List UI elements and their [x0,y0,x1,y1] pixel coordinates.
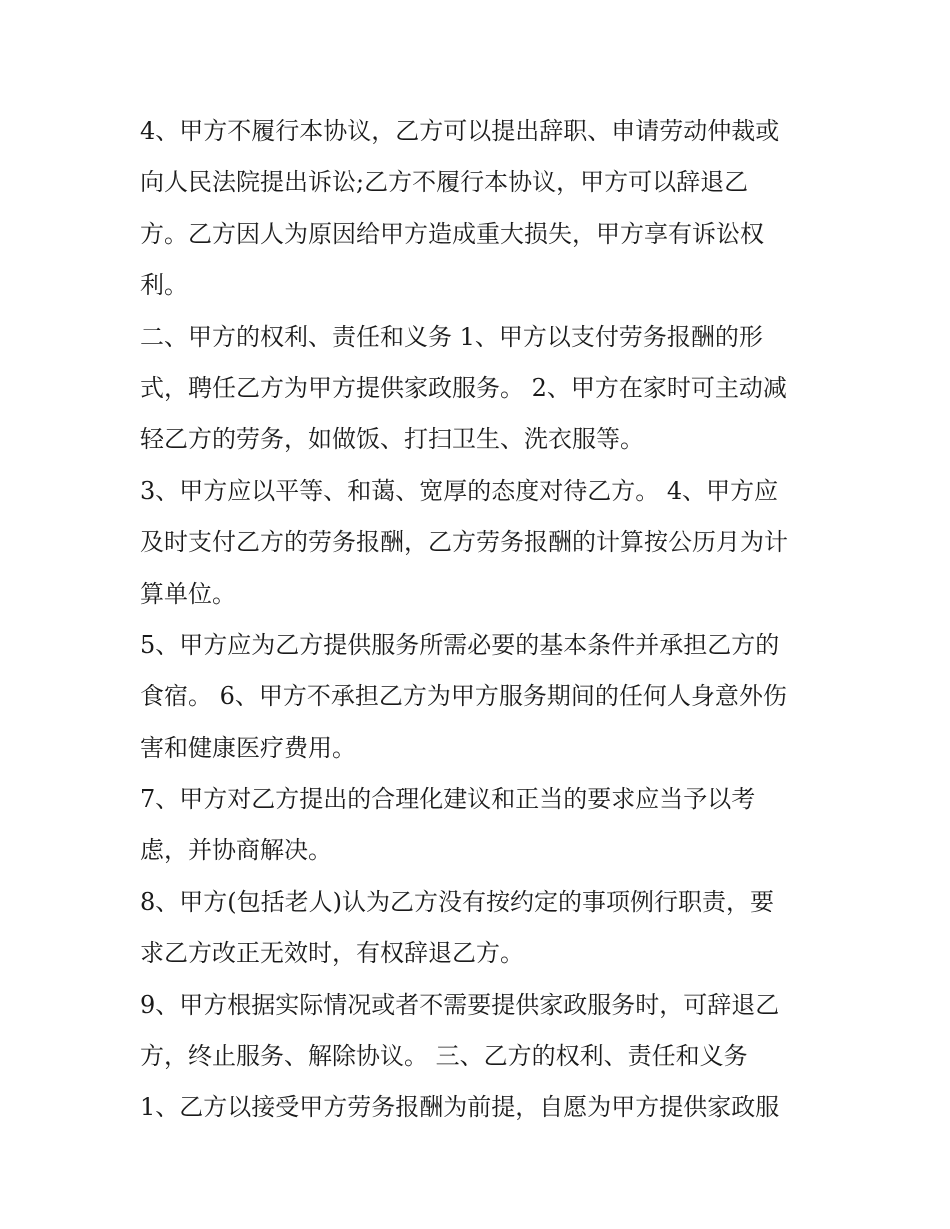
text-line: 轻乙方的劳务，如做饭、打扫卫生、洗衣服等。 [140,425,644,454]
text-line: 3、甲方应以平等、和蔼、宽厚的态度对待乙方。 4、甲方应 [140,476,779,505]
text-line: 向人民法院提出诉讼;乙方不履行本协议，甲方可以辞退乙 [140,168,749,197]
text-line: 4、甲方不履行本协议，乙方可以提出辞职、申请劳动仲裁或 [140,117,780,145]
text-line: 7、甲方对乙方提出的合理化建议和正当的要求应当予以考 [140,785,756,814]
text-line: 1、乙方以接受甲方劳务报酬为前提，自愿为甲方提供家政服 [140,1093,780,1122]
text-line: 算单位。 [140,579,236,608]
text-line: 5、甲方应为乙方提供服务所需必要的基本条件并承担乙方的 [140,630,780,659]
text-line: 虑，并协商解决。 [140,836,332,865]
text-line: 求乙方改正无效时，有权辞退乙方。 [140,939,524,968]
text-line: 利。 [140,271,188,300]
document-body [140,106,830,1134]
text-line: 式，聘任乙方为甲方提供家政服务。 2、甲方在家时可主动减 [140,373,787,402]
text-line: 二、甲方的权利、责任和义务 1、甲方以支付劳务报酬的形 [140,322,763,351]
text-line: 8、甲方(包括老人)认为乙方没有按约定的事项例行职责，要 [140,887,774,916]
text-line: 及时支付乙方的劳务报酬，乙方劳务报酬的计算按公历月为计 [140,528,788,557]
text-line: 方。乙方因人为原因给甲方造成重大损失，甲方享有诉讼权 [140,219,764,248]
text-line: 9、甲方根据实际情况或者不需要提供家政服务时，可辞退乙 [140,990,780,1019]
text-line: 方，终止服务、解除协议。 三、乙方的权利、责任和义务 [140,1042,748,1071]
text-line: 害和健康医疗费用。 [140,733,356,762]
text-line: 食宿。 6、甲方不承担乙方为甲方服务期间的任何人身意外伤 [140,682,787,711]
